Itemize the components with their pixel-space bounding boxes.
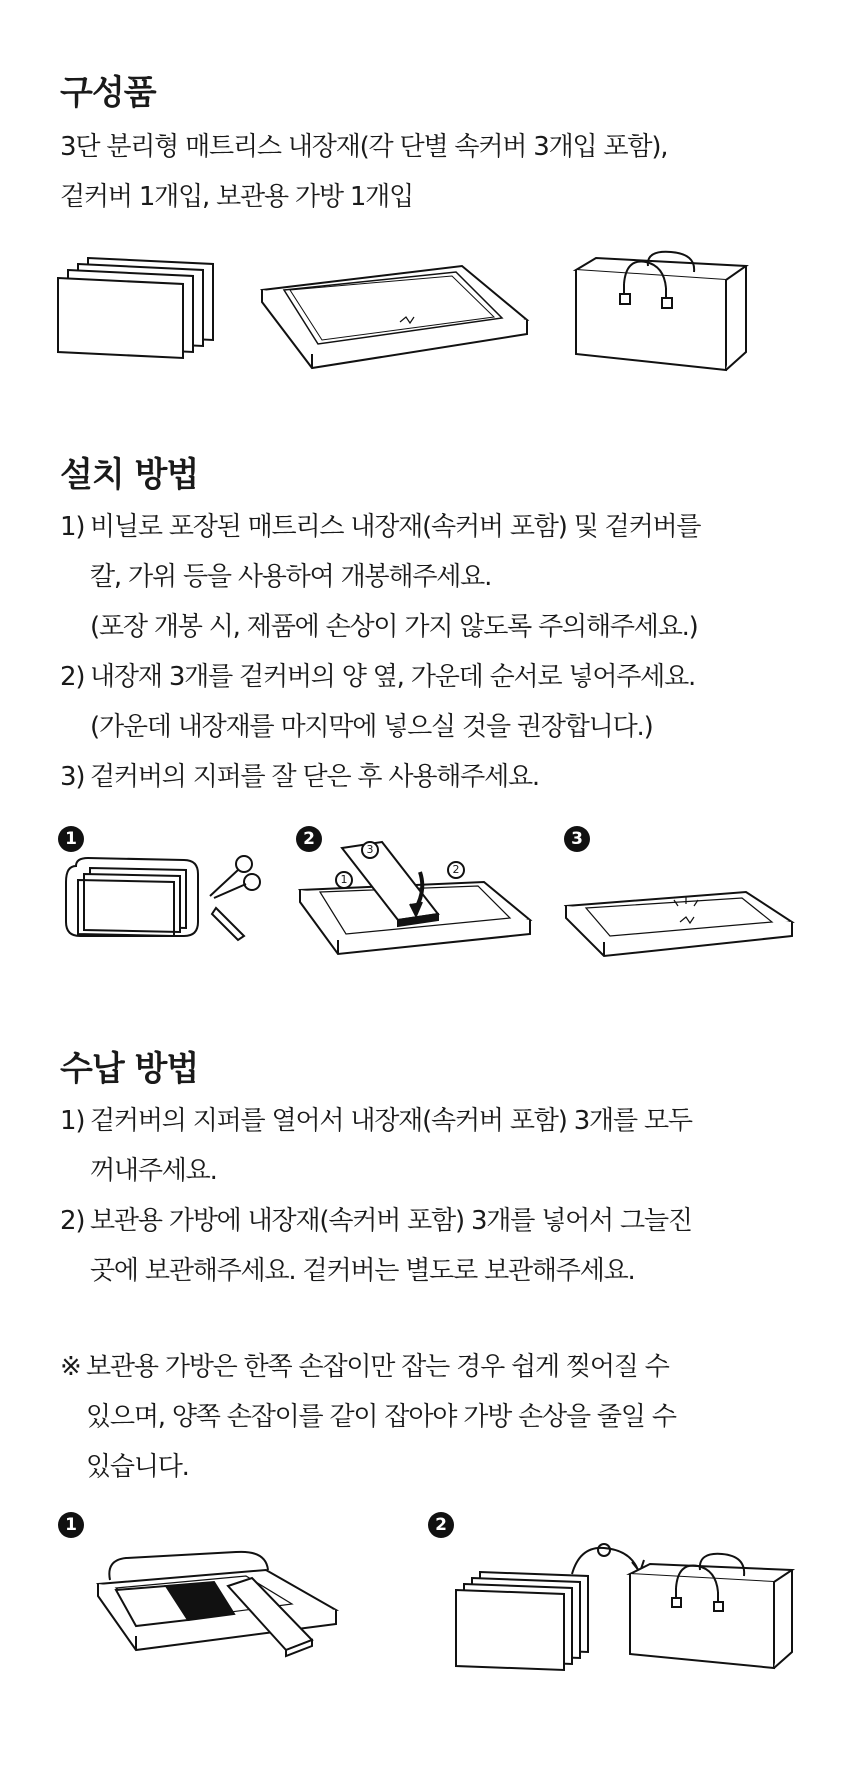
insert-label: 3: [366, 843, 374, 856]
step-badge: 1: [58, 1512, 84, 1538]
install-step-1: [60, 502, 800, 652]
install-step-3: [60, 752, 800, 802]
step-text: (가운데 내장재를 마지막에 넣으실 것을 권장합니다.): [90, 712, 653, 742]
insert-pads-illustration: [298, 843, 538, 970]
storage-step-2: [60, 1196, 800, 1296]
step-badge: 2: [428, 1512, 454, 1538]
components-section: [60, 70, 800, 222]
note-mark: ※: [60, 1352, 81, 1382]
step-text: 겉커버의 지퍼를 잘 닫은 후 사용해주세요.: [90, 762, 539, 792]
step-text: 내장재 3개를 겉커버의 양 옆, 가운데 순서로 넣어주세요.: [90, 662, 696, 692]
mattress-pads-illustration: [58, 248, 218, 358]
install-step-2: [60, 652, 800, 752]
step-badge: 1: [58, 826, 84, 852]
install-heading: 설치 방법: [60, 455, 199, 495]
outer-cover-illustration: [262, 262, 527, 372]
step-number: 2): [60, 1206, 85, 1236]
storage-note: [60, 1342, 800, 1492]
note-text: 보관용 가방은 한쪽 손잡이만 잡는 경우 쉽게 찢어질 수: [86, 1352, 669, 1382]
storage-bag-illustration: [576, 250, 746, 370]
insert-label: 2: [452, 863, 460, 876]
step-text: 겉커버의 지퍼를 열어서 내장재(속커버 포함) 3개를 모두: [90, 1106, 692, 1136]
storage-section: [60, 1046, 800, 1492]
storage-heading: 수납 방법: [60, 1049, 199, 1089]
note-text: 있으며, 양쪽 손잡이를 같이 잡아야 가방 손상을 줄일 수: [86, 1402, 676, 1432]
components-line: 3단 분리형 매트리스 내장재(각 단별 속커버 3개입 포함),: [60, 132, 668, 162]
step-text: 꺼내주세요.: [90, 1156, 217, 1186]
install-section: [60, 452, 800, 802]
zipped-cover-illustration: [566, 872, 796, 972]
step-number: 1): [60, 1106, 85, 1136]
step-text: 곳에 보관해주세요. 겉커버는 별도로 보관해주세요.: [90, 1256, 635, 1286]
components-line: 겉커버 1개입, 보관용 가방 1개입: [60, 182, 413, 212]
step-text: 칼, 가위 등을 사용하여 개봉해주세요.: [90, 562, 492, 592]
unpack-illustration: [66, 852, 266, 942]
components-heading: 구성품: [60, 73, 156, 113]
step-number: 3): [60, 762, 85, 792]
step-text: (포장 개봉 시, 제품에 손상이 가지 않도록 주의해주세요.): [90, 612, 698, 642]
step-number: 1): [60, 512, 85, 542]
pack-into-bag-illustration: [454, 1540, 794, 1670]
note-text: 있습니다.: [86, 1452, 189, 1482]
step-text: 비닐로 포장된 매트리스 내장재(속커버 포함) 및 겉커버를: [90, 512, 701, 542]
storage-step-1: [60, 1096, 800, 1196]
insert-label: 1: [340, 873, 348, 886]
step-number: 2): [60, 662, 85, 692]
step-text: 보관용 가방에 내장재(속커버 포함) 3개를 넣어서 그늘진: [90, 1206, 692, 1236]
step-badge: 3: [564, 826, 590, 852]
step-badge: 2: [296, 826, 322, 852]
remove-pads-illustration: [96, 1540, 346, 1660]
